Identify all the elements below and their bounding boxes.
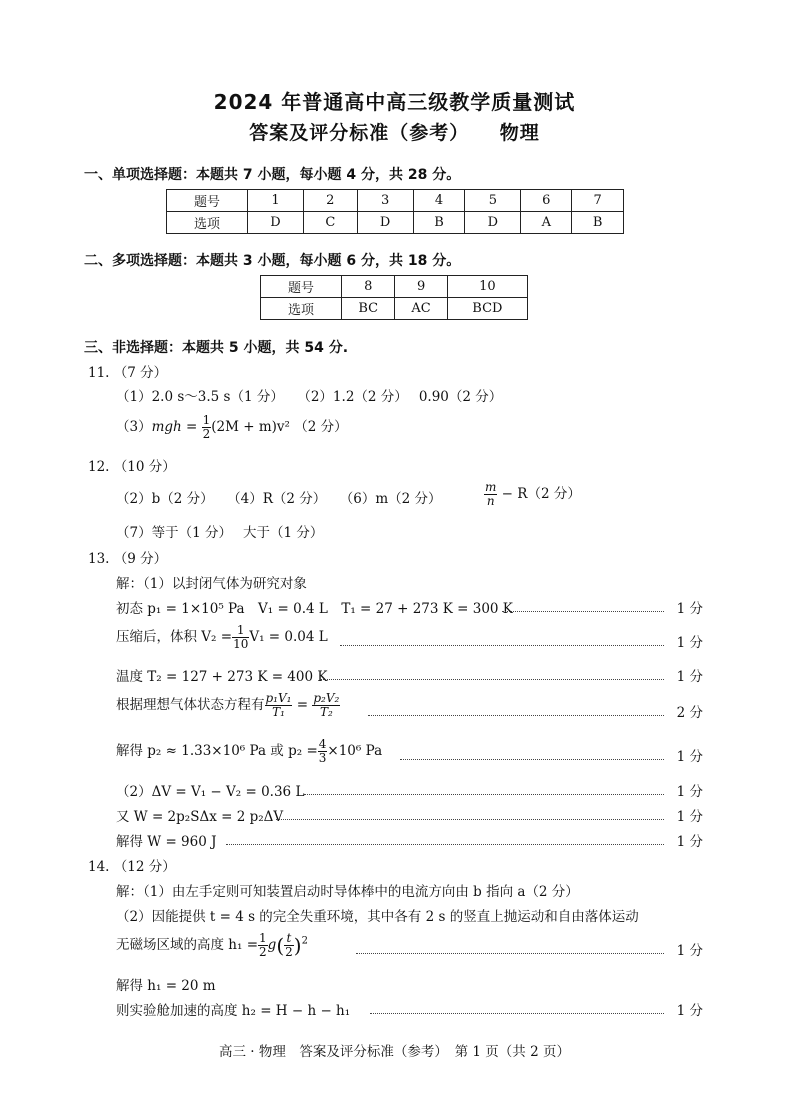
score: 1 分 — [676, 1003, 703, 1019]
q13-line2 — [116, 624, 328, 651]
q13-line2-pre: 压缩后，体积 V₂ = — [116, 629, 233, 645]
row-label: 选项 — [167, 212, 248, 234]
fraction-numerator: 4 — [318, 737, 327, 751]
q13-line4-eq: = — [292, 697, 313, 713]
row-label: 题号 — [261, 276, 342, 298]
fraction-denominator: 10 — [233, 637, 249, 651]
fraction — [284, 932, 294, 959]
table-row — [167, 190, 624, 212]
left-paren: ( — [276, 933, 285, 958]
multi-choice-answer-table — [260, 275, 528, 320]
fraction-denominator: 2 — [202, 427, 211, 441]
q13-line1: 初态 p₁ = 1×10⁵ Pa V₁ = 0.4 L T₁ = 27 + 273 K = 300 K — [116, 601, 513, 617]
q13-line5 — [116, 738, 382, 765]
q13-header: 13. （9 分） — [88, 551, 168, 567]
answer-cell: C — [304, 212, 358, 234]
fraction-denominator: 3 — [318, 751, 327, 765]
dot-leader — [320, 679, 664, 680]
q14-line1: 解：（1）由左手定则可知装置启动时导体棒中的电流方向由 b 指向 a（2 分） — [116, 884, 579, 900]
table-row — [261, 276, 528, 298]
row-label: 选项 — [261, 298, 342, 320]
question-number: 5 — [465, 190, 521, 212]
fraction-denominator: 2 — [259, 945, 267, 959]
q12-header: 12. （10 分） — [88, 459, 176, 475]
section2-heading: 二、多项选择题：本题共 3 小题，每小题 6 分，共 18 分。 — [84, 253, 461, 269]
score: 1 分 — [676, 809, 703, 825]
dot-leader — [370, 1013, 664, 1014]
q14-line3-g: g — [267, 937, 277, 953]
answer-cell: A — [521, 212, 572, 234]
answer-cell: B — [572, 212, 624, 234]
q13-line3: 温度 T₂ = 127 + 273 K = 400 K — [116, 669, 328, 685]
q12-fraction-answer — [484, 481, 581, 508]
q11-header: 11. （7 分） — [88, 365, 168, 381]
question-number: 1 — [248, 190, 304, 212]
right-paren: ) — [293, 933, 302, 958]
page-title: 2024 年普通高中高三级教学质量测试 — [213, 90, 576, 114]
question-number: 6 — [521, 190, 572, 212]
fraction-numerator: 1 — [232, 624, 249, 638]
question-number: 10 — [447, 276, 527, 298]
question-number: 3 — [357, 190, 413, 212]
page-footer: 高三 · 物理 答案及评分标准（参考） 第 1 页（共 2 页） — [219, 1044, 570, 1060]
q11-line2-prefix: （3） — [116, 419, 152, 435]
section3-heading: 三、非选择题：本题共 5 小题，共 54 分. — [84, 340, 349, 356]
answer-cell: D — [248, 212, 304, 234]
fraction — [202, 414, 212, 441]
fraction-denominator: T₂ — [319, 705, 333, 719]
fraction-numerator: m — [485, 480, 497, 494]
q13-line7: 又 W = 2p₂SΔx = 2 p₂ΔV — [116, 809, 284, 825]
fraction — [484, 481, 497, 508]
score: 1 分 — [676, 834, 703, 850]
q14-line3-pre: 无磁场区域的高度 h₁ = — [116, 937, 259, 953]
q11-line1: （1）2.0 s～3.5 s（1 分） （2）1.2（2 分） 0.90（2 分） — [116, 389, 503, 405]
q13-solve: 解：（1）以封闭气体为研究对象 — [116, 576, 307, 592]
answer-cell: D — [357, 212, 413, 234]
score: 1 分 — [676, 943, 703, 959]
answer-cell: D — [465, 212, 521, 234]
dot-leader — [304, 794, 664, 795]
score: 1 分 — [676, 784, 703, 800]
dot-leader — [276, 819, 664, 820]
dot-leader — [340, 645, 664, 646]
dot-leader — [502, 611, 664, 612]
dot-leader — [356, 953, 664, 954]
q11-line2-rest: (2M + m)v² （2 分） — [211, 419, 348, 435]
fraction-denominator: T₁ — [272, 705, 285, 719]
q11-line2-lhs: mgh — [151, 419, 182, 435]
score: 2 分 — [676, 705, 703, 721]
fraction-denominator: n — [486, 494, 495, 508]
answer-cell: BC — [342, 298, 395, 320]
fraction — [232, 624, 249, 651]
dot-leader — [400, 759, 664, 760]
q13-line6: （2）ΔV = V₁ − V₂ = 0.36 L — [116, 784, 305, 800]
fraction-denominator: 2 — [285, 945, 293, 959]
score: 1 分 — [676, 601, 703, 617]
section1-heading: 一、单项选择题：本题共 7 小题，每小题 4 分，共 28 分。 — [84, 167, 461, 183]
q14-header: 14. （12 分） — [88, 859, 176, 875]
q12-frac-rest: − R（2 分） — [497, 486, 581, 502]
row-label: 题号 — [167, 190, 248, 212]
table-row — [167, 212, 624, 234]
q14-line3 — [116, 932, 308, 959]
fraction — [265, 692, 293, 719]
q13-line2-post: V₁ = 0.04 L — [249, 629, 328, 645]
question-number: 8 — [342, 276, 395, 298]
superscript: 2 — [301, 935, 308, 947]
q13-line8: 解得 W = 960 J — [116, 834, 217, 850]
fraction-numerator: 1 — [259, 931, 267, 945]
single-choice-answer-table — [166, 189, 624, 234]
page-subtitle: 答案及评分标准（参考） 物理 — [249, 122, 540, 144]
answer-cell: AC — [395, 298, 447, 320]
q13-line5-pre: 解得 p₂ ≈ 1.33×10⁶ Pa 或 p₂ = — [116, 743, 318, 759]
score: 1 分 — [676, 749, 703, 765]
q14-line2: （2）因能提供 t = 4 s 的完全失重环境，其中各有 2 s 的竖直上抛运动和自由落体运动 — [116, 909, 639, 925]
fraction-numerator: p₂V₂ — [313, 691, 340, 705]
fraction — [258, 932, 268, 959]
dot-leader — [226, 844, 664, 845]
q13-line4-pre: 根据理想气体状态方程有 — [116, 697, 265, 713]
q12-line2: （7）等于（1 分） 大于（1 分） — [116, 525, 324, 541]
fraction-numerator: t — [284, 932, 294, 946]
question-number: 9 — [395, 276, 447, 298]
q13-line5-post: ×10⁶ Pa — [327, 743, 383, 759]
q11-line2-eq: = — [181, 419, 202, 435]
question-number: 4 — [413, 190, 465, 212]
fraction-numerator: p₁V₁ — [265, 691, 292, 705]
q14-line5: 则实验舱加速的高度 h₂ = H − h − h₁ — [116, 1003, 351, 1019]
question-number: 7 — [572, 190, 624, 212]
dot-leader — [368, 715, 664, 716]
q14-line4: 解得 h₁ = 20 m — [116, 978, 216, 994]
q13-line4 — [116, 692, 340, 719]
fraction-numerator: 1 — [202, 413, 211, 427]
table-row — [261, 298, 528, 320]
score: 1 分 — [676, 635, 703, 651]
q11-line2 — [116, 414, 348, 441]
q12-line1: （2）b（2 分） （4）R（2 分） （6）m（2 分） — [116, 491, 442, 507]
fraction — [318, 738, 328, 765]
score: 1 分 — [676, 669, 703, 685]
fraction — [312, 692, 340, 719]
answer-cell: BCD — [447, 298, 527, 320]
answer-cell: B — [413, 212, 465, 234]
question-number: 2 — [304, 190, 358, 212]
